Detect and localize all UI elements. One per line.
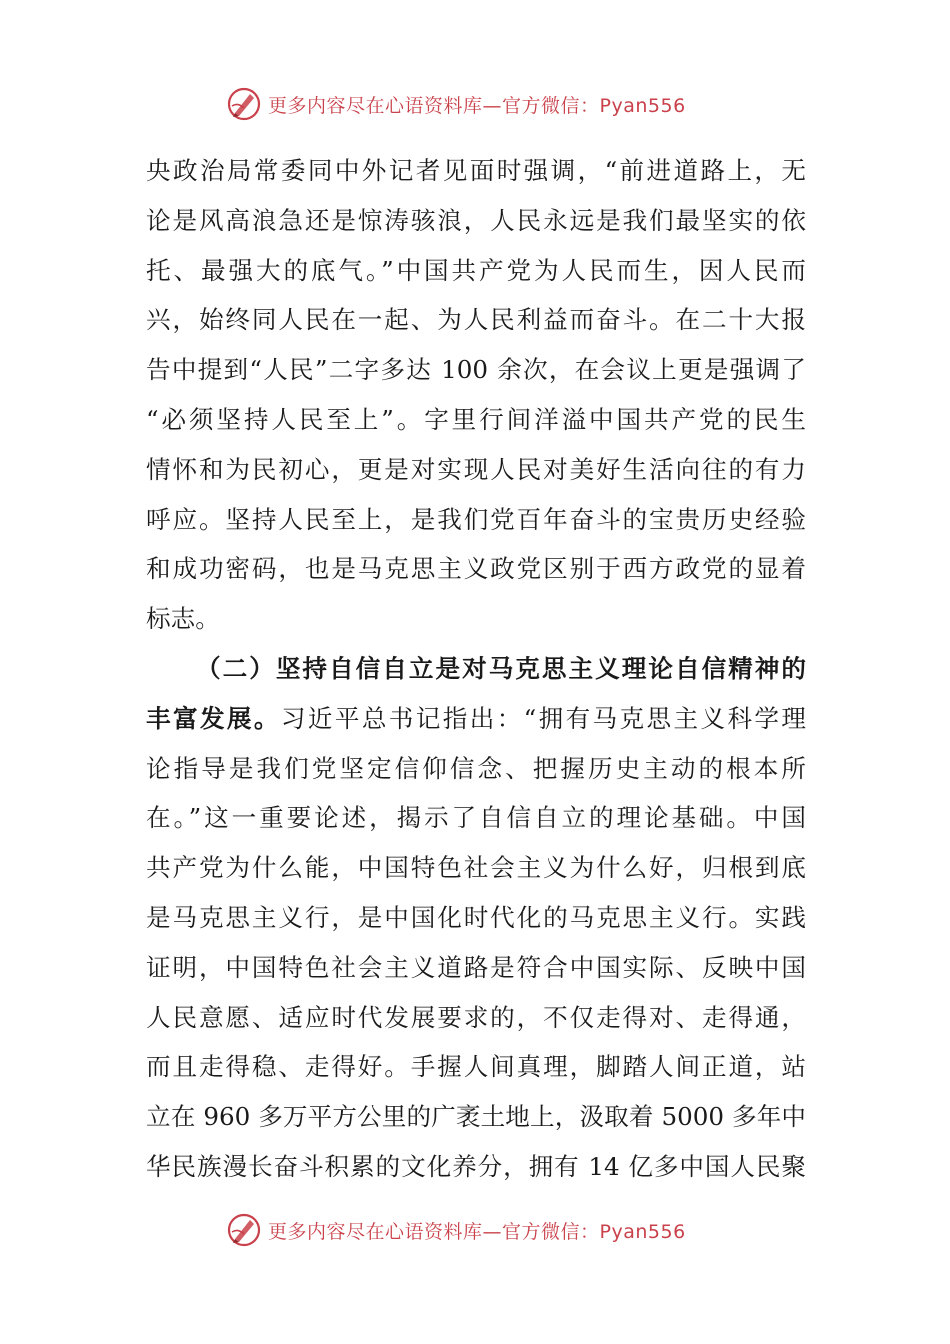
text-line: 在。”这一重要论述，揭示了自信自立的理论基础。中国 bbox=[146, 803, 806, 833]
text-line: 共产党为什么能，中国特色社会主义为什么好，归根到底 bbox=[146, 853, 806, 883]
text-line: 告中提到“人民”二字多达 100 余次，在会议上更是强调了 bbox=[146, 355, 806, 385]
watermark-text: 更多内容尽在心语资料库—官方微信：Pyan556 bbox=[268, 94, 686, 117]
section-heading-end: 丰富发展。 bbox=[146, 703, 281, 733]
text-line: 证明，中国特色社会主义道路是符合中国实际、反映中国 bbox=[146, 952, 806, 982]
section-heading: （二）坚持自信自立是对马克思主义理论自信精神的 bbox=[196, 653, 806, 683]
watermark-text: 更多内容尽在心语资料库—官方微信：Pyan556 bbox=[268, 1220, 686, 1243]
text-line: 论是风高浪急还是惊涛骇浪，人民永远是我们最坚实的依 bbox=[146, 205, 806, 235]
text-line: 而且走得稳、走得好。手握人间真理，脚踏人间正道，站 bbox=[146, 1052, 806, 1082]
text-line: 立在 960 多万平方公里的广袤土地上，汲取着 5000 多年中 bbox=[146, 1102, 806, 1132]
text-line: 央政治局常委同中外记者见面时强调，“前进道路上，无 bbox=[146, 156, 806, 185]
text-line: “必须坚持人民至上”。字里行间洋溢中国共产党的民生 bbox=[146, 404, 806, 434]
footer-watermark bbox=[226, 1212, 746, 1248]
text-line bbox=[146, 694, 806, 744]
text-span: 习近平总书记指出：“拥有马克思主义科学理 bbox=[280, 703, 806, 733]
header-watermark bbox=[226, 86, 746, 122]
text-line: 呼应。坚持人民至上，是我们党百年奋斗的宝贵历史经验 bbox=[146, 504, 806, 534]
document-body bbox=[146, 146, 806, 1192]
text-line: 论指导是我们党坚定信仰信念、把握历史主动的根本所 bbox=[146, 753, 806, 783]
text-line: 托、最强大的底气。”中国共产党为人民而生，因人民而 bbox=[146, 255, 806, 285]
pen-logo-icon bbox=[226, 86, 262, 122]
text-line: 人民意愿、适应时代发展要求的，不仅走得对、走得通， bbox=[146, 1002, 806, 1032]
text-line: 标志。 bbox=[146, 604, 220, 634]
text-line: 情怀和为民初心，更是对实现人民对美好生活向往的有力 bbox=[146, 454, 806, 484]
text-line: 是马克思主义行，是中国化时代化的马克思主义行。实践 bbox=[146, 902, 806, 932]
text-line: 兴，始终同人民在一起、为人民利益而奋斗。在二十大报 bbox=[146, 305, 806, 335]
pen-logo-icon bbox=[226, 1212, 262, 1248]
text-line: 和成功密码，也是马克思主义政党区别于西方政党的显着 bbox=[146, 554, 806, 584]
text-line: 华民族漫长奋斗积累的文化养分，拥有 14 亿多中国人民聚 bbox=[146, 1151, 806, 1181]
